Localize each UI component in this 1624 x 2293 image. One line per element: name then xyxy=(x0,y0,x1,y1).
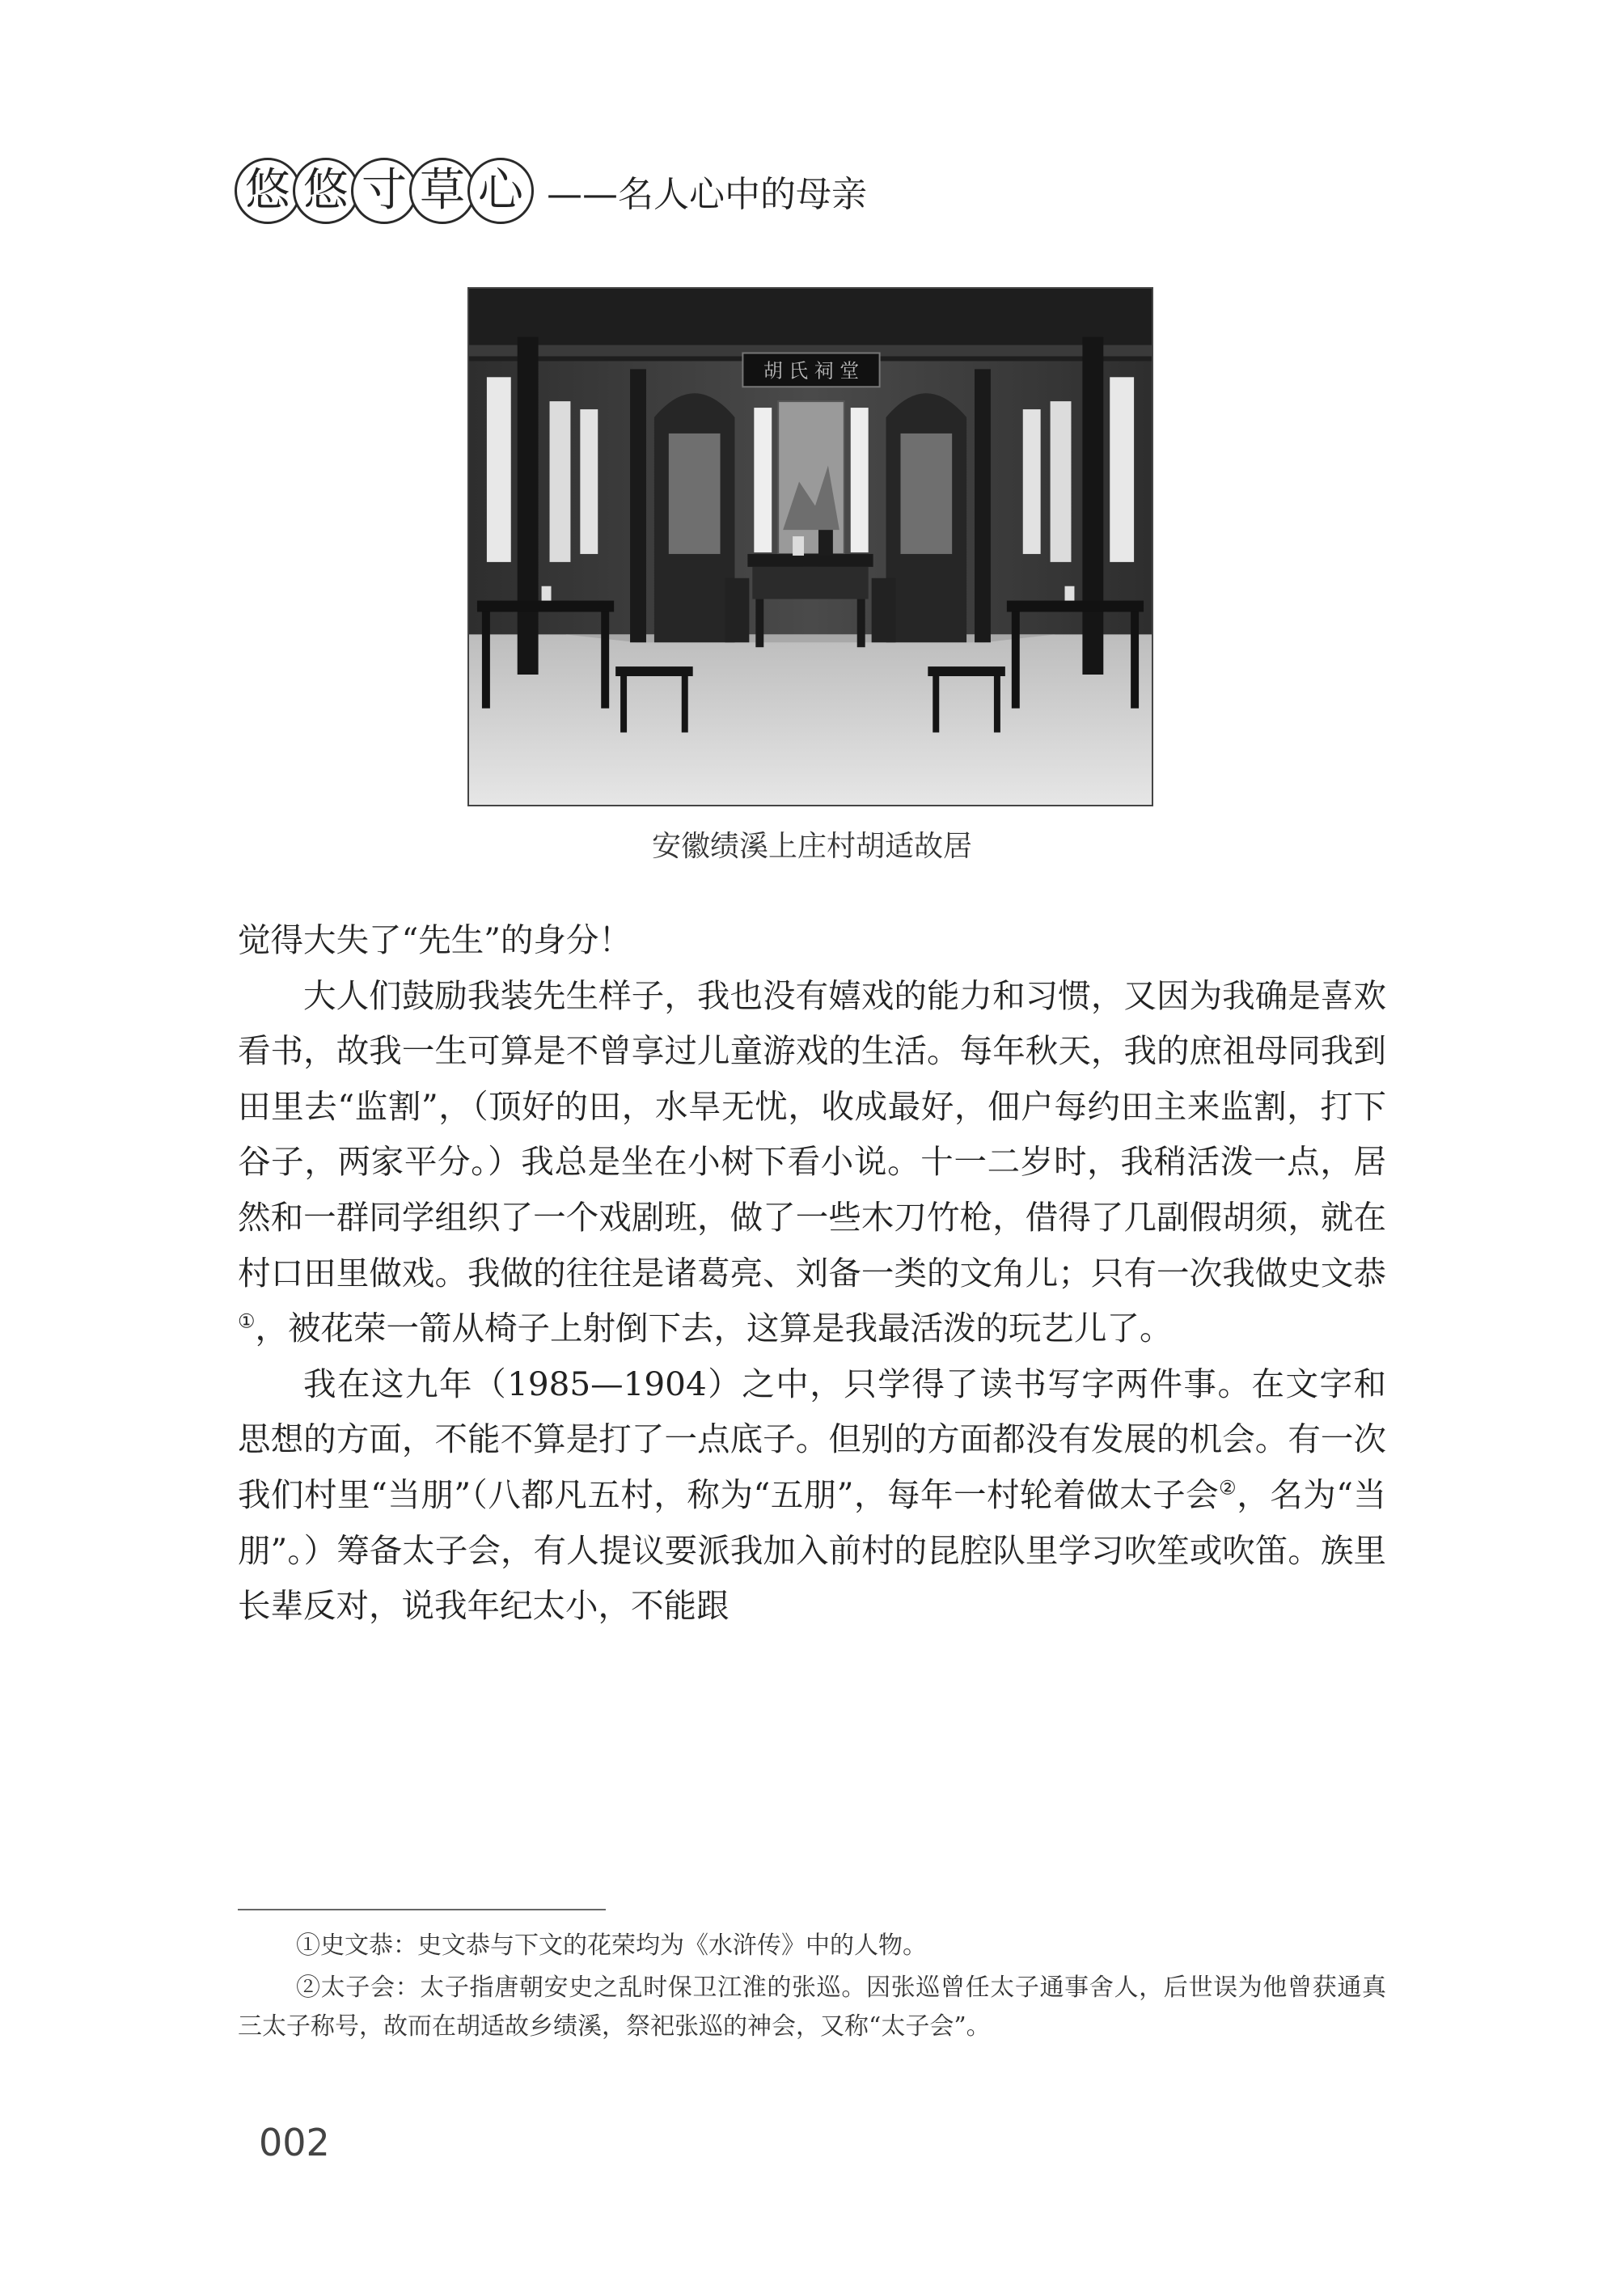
footnote-ref-2[interactable]: ② xyxy=(1219,1476,1237,1500)
paragraph-2 xyxy=(238,968,1386,1356)
body-text xyxy=(238,912,1386,1634)
header-char-2: 悠 xyxy=(293,158,359,224)
photo-caption: 安徽绩溪上庄村胡适故居 xyxy=(651,830,972,863)
header-char-1: 悠 xyxy=(235,158,301,224)
paragraph-3-text-b: ，名为“当朋”。）筹备太子会，有人提议要派我加入前村的昆腔队里学习吹笙或吹笛。族里长辈反对，说我年纪太小，不能跟 xyxy=(238,1474,1386,1626)
hall-photo xyxy=(467,287,1153,806)
page-number: 002 xyxy=(259,2121,330,2164)
plaque-text: 胡 氏 祠 堂 xyxy=(763,359,860,383)
footnote-divider xyxy=(238,1909,606,1910)
running-header xyxy=(235,150,867,231)
paragraph-3-text-a: 我在这九年（1985—1904）之中，只学得了读书写字两件事。在文字和思想的方面，不能不算是打了一点底子。但别的方面都没有发展的机会。有一次我们村里“当朋”（八都凡五村，称为“五朋”，每年一村轮着做太子会 xyxy=(238,1364,1386,1514)
footnotes xyxy=(238,1927,1386,2050)
footnote-1: ①史文恭：史文恭与下文的花荣均为《水浒传》中的人物。 xyxy=(296,1931,927,1960)
footnote-2: ②太子会：太子指唐朝安史之乱时保卫江淮的张巡。因张巡曾任太子通事舍人，后世误为他曾获通真三太子称号，故而在胡适故乡绩溪，祭祀张巡的神会，又称“太子会”。 xyxy=(238,1974,1386,2041)
header-subtitle: ——名人心中的母亲 xyxy=(547,174,867,215)
footnote-ref-1[interactable]: ① xyxy=(238,1309,256,1333)
paragraph-3 xyxy=(238,1356,1386,1634)
paragraph-2-text-a: 大人们鼓励我装先生样子，我也没有嬉戏的能力和习惯，又因为我确是喜欢看书，故我一生可算是不曾享过儿童游戏的生活。每年秋天，我的庶祖母同我到田里去“监割”，（顶好的田，水旱无忧，收成最好，佃户每约田主来监割，打下谷子，两家平分。）我总是坐在小树下看小说。十一二岁时，我稍活泼一点，居然和一群同学组织了一个戏剧班，做了一些木刀竹枪，借得了几副假胡须，就在村口田里做戏。我做的往往是诸葛亮、刘备一类的文角儿；只有一次我做史文恭 xyxy=(238,975,1386,1292)
paragraph-2-text-b: ，被花荣一箭从椅子上射倒下去，这算是我最活泼的玩艺儿了。 xyxy=(255,1309,1173,1348)
header-char-5: 心 xyxy=(467,158,534,224)
paragraph-1: 觉得大失了“先生”的身分！ xyxy=(238,920,632,959)
header-char-4: 草 xyxy=(409,158,476,224)
hall-photo-drawing xyxy=(469,289,1152,805)
header-char-3: 寸 xyxy=(351,158,417,224)
